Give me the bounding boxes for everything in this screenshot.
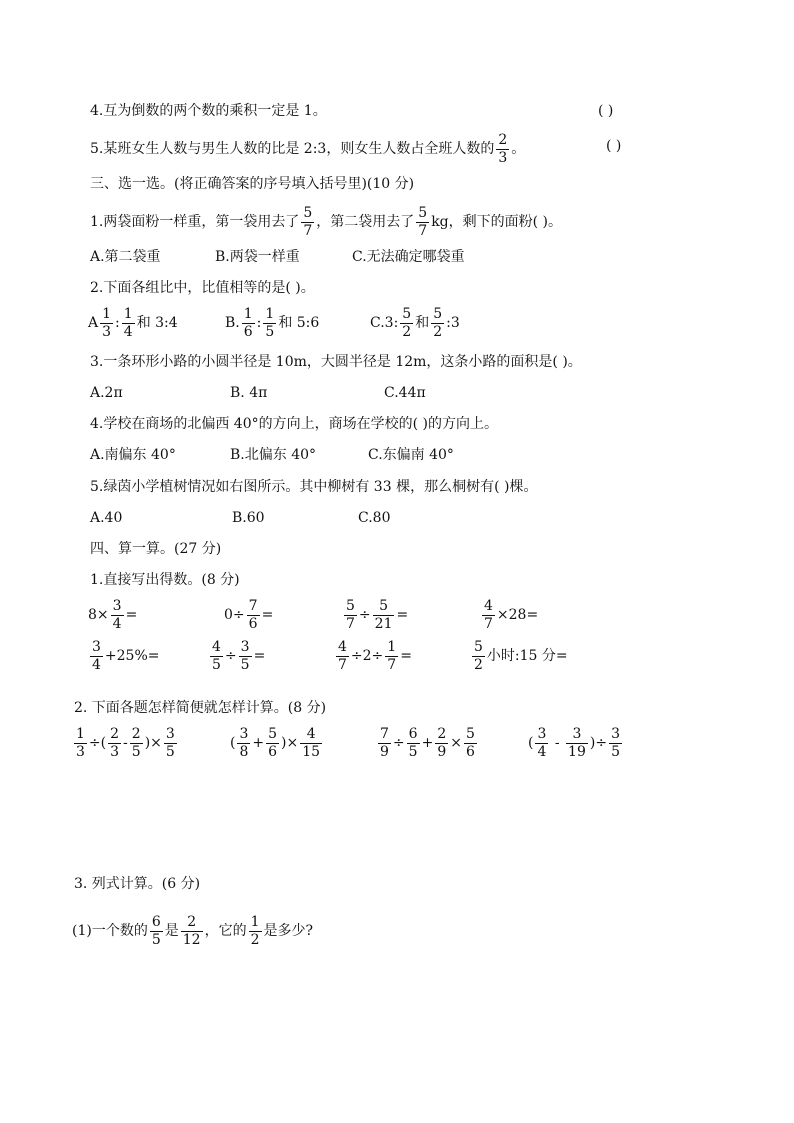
- fraction: [108, 727, 121, 759]
- text-segment: (: [230, 735, 236, 752]
- numerator: 1: [250, 914, 260, 930]
- text-segment: 1.两袋面粉一样重，第一袋用去了: [90, 214, 300, 231]
- numerator: 5: [474, 639, 483, 655]
- text-segment: +: [252, 735, 265, 752]
- numerator: 5: [418, 205, 428, 221]
- section3-header: 三、选一选。(将正确答案的序号填入括号里)(10 分): [90, 176, 415, 192]
- choice-q1-option-c: C.无法确定哪袋重: [352, 249, 465, 265]
- choice-q5-option-c: C.80: [358, 510, 391, 526]
- denominator: 6: [465, 743, 475, 760]
- numerator: 4: [300, 727, 322, 744]
- denominator: 7: [387, 656, 397, 673]
- denominator: 5: [151, 931, 161, 948]
- numerator: 2: [181, 915, 203, 932]
- judge-q4-text: 4.互为倒数的两个数的乘积一定是 1。: [90, 103, 327, 119]
- fraction: [74, 727, 87, 759]
- text-segment: 0÷: [224, 607, 245, 624]
- denominator: 4: [123, 323, 133, 340]
- text-segment: (: [528, 735, 534, 752]
- fraction: [122, 307, 135, 339]
- denominator: 5: [240, 656, 250, 673]
- numerator: 7: [248, 598, 258, 614]
- judge-q5-answer-paren[interactable]: ( ): [606, 138, 622, 154]
- text-segment: 8×: [88, 607, 109, 624]
- fraction: [464, 727, 477, 759]
- direct-calc-7: [334, 640, 412, 672]
- text-segment: +25%=: [104, 648, 160, 665]
- text-segment: +: [421, 735, 434, 752]
- section4-part3-title: 3. 列式计算。(6 分): [74, 876, 201, 892]
- fraction: [566, 727, 588, 759]
- fraction: [344, 599, 357, 631]
- simplify-calc-2: [230, 727, 324, 759]
- equation-q1: [72, 915, 313, 947]
- fraction: [609, 727, 622, 759]
- numerator: 3: [537, 726, 547, 742]
- fraction: [482, 599, 495, 631]
- numerator: 1: [76, 726, 85, 742]
- numerator: 6: [151, 914, 161, 930]
- text-segment: ÷(: [88, 735, 107, 752]
- denominator: 7: [418, 222, 428, 239]
- numerator: 5: [402, 306, 412, 322]
- denominator: 19: [568, 743, 586, 760]
- numerator: 1: [387, 639, 397, 655]
- direct-calc-4: [480, 599, 538, 631]
- direct-calc-3: [342, 599, 408, 631]
- numerator: 3: [611, 726, 620, 742]
- choice-q3-option-c: C.44π: [384, 385, 426, 401]
- numerator: 3: [239, 726, 249, 742]
- choice-q5: 5.绿茵小学植树情况如右图所示。其中柳树有 33 棵，那么桐树有( )棵。: [90, 479, 538, 495]
- denominator: 5: [611, 743, 620, 760]
- section4-part2-title: 2. 下面各题怎样简便就怎样计算。(8 分): [74, 700, 327, 716]
- text-segment: ÷: [358, 607, 371, 624]
- judge-q5-text: 5.某班女生人数与男生人数的比是 2:3，则女生人数占全班人数的: [90, 141, 495, 158]
- denominator: 5: [131, 743, 141, 760]
- text-segment: =: [125, 607, 138, 624]
- numerator: 3: [112, 598, 122, 614]
- section4-part1-title: 1.直接写出得数。(8 分): [90, 572, 240, 588]
- denominator: 2: [402, 323, 412, 340]
- direct-calc-6: [208, 640, 265, 672]
- denominator: 6: [268, 743, 278, 760]
- text-segment: A: [88, 315, 99, 332]
- denominator: 7: [346, 615, 355, 632]
- fraction: [210, 640, 223, 672]
- fraction: [239, 640, 252, 672]
- fraction: [496, 133, 509, 165]
- text-segment: ÷2÷: [350, 648, 384, 665]
- section4-header: 四、算一算。(27 分): [90, 541, 222, 557]
- choice-q2: 2.下面各组比中，比值相等的是( )。: [90, 280, 315, 296]
- fraction: [416, 206, 429, 238]
- denominator: 7: [338, 656, 347, 673]
- choice-q1-option-a: A.第二袋重: [90, 249, 161, 265]
- numerator: 1: [102, 306, 112, 322]
- fraction: [90, 640, 103, 672]
- denominator: 4: [112, 615, 122, 632]
- fraction: [266, 727, 279, 759]
- numerator: 2: [110, 726, 120, 742]
- fraction: [435, 727, 448, 759]
- numerator: 5: [433, 306, 443, 322]
- choice-q1-option-b: B.两袋一样重: [215, 249, 300, 265]
- denominator: 3: [110, 743, 120, 760]
- fraction: [130, 727, 143, 759]
- choice-q4-option-b: B.北偏东 40°: [230, 447, 317, 463]
- text-segment: :: [256, 315, 262, 332]
- fraction: [247, 599, 260, 631]
- text-segment: =: [400, 648, 412, 665]
- choice-q3-option-a: A.2π: [90, 385, 123, 401]
- text-segment: B.: [225, 315, 240, 332]
- denominator: 9: [380, 743, 389, 760]
- denominator: 6: [243, 323, 253, 340]
- text-segment: ，第二袋用去了: [316, 214, 415, 231]
- fraction: [407, 727, 420, 759]
- denominator: 5: [212, 656, 221, 673]
- denominator: 3: [498, 149, 508, 166]
- fraction: [242, 307, 255, 339]
- denominator: 5: [408, 743, 418, 760]
- choice-q3-option-b: B. 4π: [230, 385, 268, 401]
- numerator: 4: [338, 639, 347, 655]
- choice-q2-option-a: [88, 307, 178, 339]
- numerator: 5: [373, 599, 395, 616]
- denominator: 5: [265, 323, 275, 340]
- fraction: [164, 727, 177, 759]
- direct-calc-1: [88, 599, 137, 631]
- numerator: 3: [165, 726, 175, 742]
- denominator: 3: [76, 743, 85, 760]
- choice-q4: 4.学校在商场的北偏西 40°的方向上，商场在学校的( )的方向上。: [90, 416, 498, 432]
- denominator: 12: [182, 931, 201, 948]
- denominator: 8: [239, 743, 249, 760]
- text-segment: kg，剩下的面粉( )。: [431, 214, 563, 231]
- text-segment: (1)一个数的: [72, 923, 148, 940]
- text-segment: -: [123, 735, 128, 752]
- direct-calc-2: [224, 599, 273, 631]
- numerator: 3: [92, 639, 101, 655]
- fraction: [300, 727, 322, 759]
- text-segment: 是多少?: [263, 923, 314, 940]
- fraction: [301, 206, 314, 238]
- fraction: [535, 727, 548, 759]
- fraction: [378, 727, 391, 759]
- numerator: 6: [408, 726, 418, 742]
- choice-q4-option-a: A.南偏东 40°: [90, 447, 176, 463]
- direct-calc-8: [470, 640, 568, 672]
- numerator: 1: [265, 306, 275, 322]
- numerator: 2: [498, 132, 508, 148]
- numerator: 1: [123, 306, 133, 322]
- denominator: 7: [303, 222, 313, 239]
- fraction: [249, 915, 262, 947]
- choice-q5-option-b: B.60: [232, 510, 265, 526]
- simplify-calc-1: [72, 727, 179, 759]
- numerator: 1: [243, 306, 253, 322]
- denominator: 9: [437, 743, 447, 760]
- text-segment: 和: [415, 315, 430, 332]
- text-segment: 和 5:6: [278, 315, 320, 332]
- judge-q5: 5.某班女生人数与男生人数的比是 2:3，则女生人数占全班人数的 $\frac{2}{3}$ 。: [90, 132, 526, 166]
- numerator: 3: [566, 727, 588, 744]
- fraction: [336, 640, 349, 672]
- text-segment: )×: [144, 735, 162, 752]
- numerator: 4: [212, 639, 221, 655]
- denominator: 7: [484, 615, 493, 632]
- denominator: 4: [92, 656, 101, 673]
- text-segment: 是: [164, 923, 179, 940]
- denominator: 3: [102, 323, 112, 340]
- text-segment: ×28=: [496, 607, 539, 624]
- text-segment: :3: [446, 315, 460, 332]
- denominator: 2: [433, 323, 443, 340]
- numerator: 7: [380, 726, 389, 742]
- text-segment: )÷: [589, 735, 608, 752]
- fraction: [150, 915, 163, 947]
- choice-q3: 3.一条环形小路的小圆半径是 10m，大圆半径是 12m，这条小路的面积是( )。: [90, 354, 582, 370]
- text-segment: C.3:: [370, 315, 399, 332]
- denominator: 4: [537, 743, 547, 760]
- numerator: 2: [131, 726, 141, 742]
- judge-q4: [90, 104, 327, 118]
- choice-q5-option-a: A.40: [90, 510, 123, 526]
- text-segment: )×: [281, 735, 299, 752]
- text-segment: ×: [450, 735, 462, 752]
- denominator: 15: [302, 743, 321, 760]
- text-segment: ÷: [392, 735, 405, 752]
- choice-q2-option-b: [225, 307, 319, 339]
- denominator: 5: [165, 743, 175, 760]
- fraction: [373, 599, 395, 631]
- simplify-calc-4: [528, 727, 624, 759]
- judge-q4-answer-paren[interactable]: ( ): [598, 103, 614, 119]
- fraction: [431, 307, 444, 339]
- numerator: 2: [437, 726, 447, 742]
- fraction: [111, 599, 124, 631]
- fraction: [181, 915, 203, 947]
- text-segment: =: [253, 648, 266, 665]
- numerator: 5: [303, 205, 313, 221]
- text-segment: -: [550, 735, 565, 752]
- numerator: 3: [240, 639, 250, 655]
- text-segment: ÷: [224, 648, 237, 665]
- choice-q4-option-c: C.东偏南 40°: [368, 447, 454, 463]
- direct-calc-5: [88, 640, 160, 672]
- text-segment: :: [115, 315, 120, 332]
- fraction: [100, 307, 113, 339]
- text-segment: =: [261, 607, 274, 624]
- numerator: 5: [465, 726, 475, 742]
- text-segment: 小时:15 分=: [486, 648, 568, 665]
- text-segment: =: [396, 607, 409, 624]
- numerator: 5: [268, 726, 278, 742]
- fraction: [385, 640, 398, 672]
- numerator: 5: [346, 598, 355, 614]
- text-segment: ，它的: [204, 923, 247, 940]
- numerator: 4: [484, 598, 493, 614]
- fraction: [263, 307, 276, 339]
- denominator: 6: [248, 615, 258, 632]
- denominator: 2: [474, 656, 483, 673]
- fraction: [400, 307, 413, 339]
- fraction: [472, 640, 485, 672]
- text-segment: 和 3:4: [136, 315, 178, 332]
- denominator: 2: [250, 931, 260, 948]
- choice-q1: [90, 206, 562, 238]
- denominator: 21: [374, 615, 393, 632]
- simplify-calc-3: [376, 727, 479, 759]
- fraction: [237, 727, 250, 759]
- choice-q2-option-c: [370, 307, 460, 339]
